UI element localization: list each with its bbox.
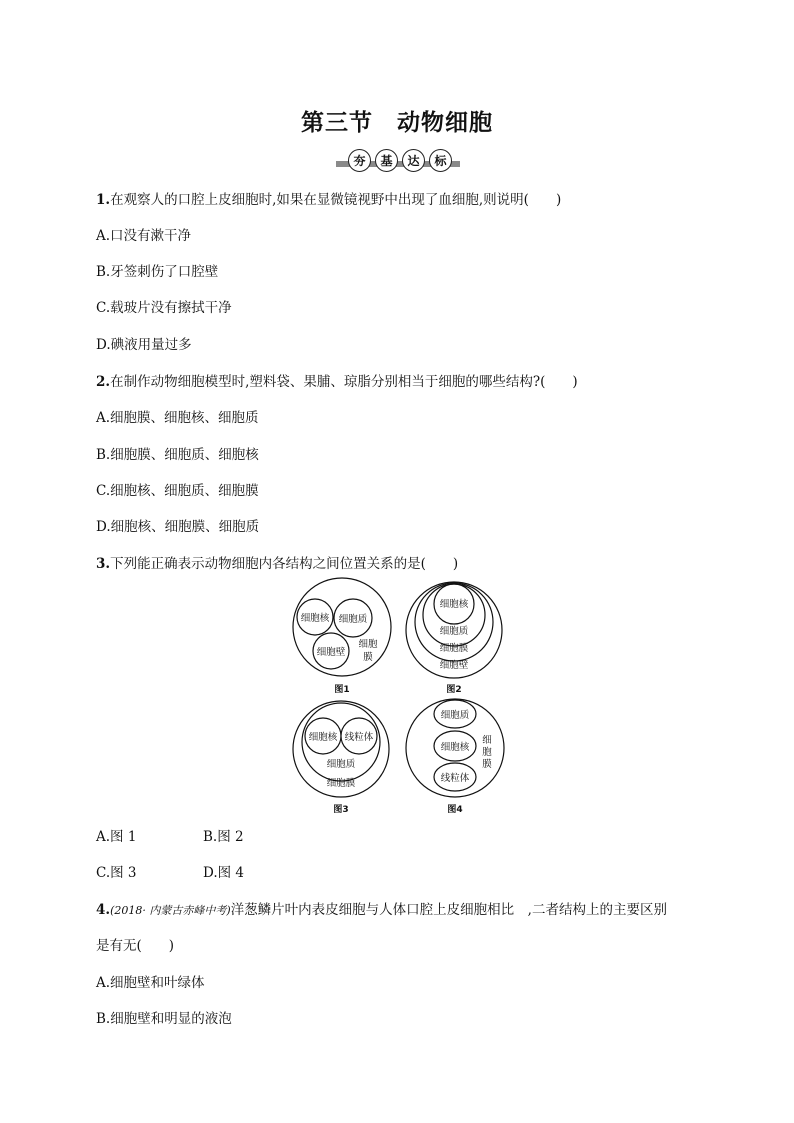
fig4-label: 线粒体 — [440, 773, 470, 784]
q3-option-a[interactable]: A.图 1 — [96, 829, 137, 845]
fig1-label: 细胞壁 — [316, 647, 346, 658]
fig2-caption: 图2 — [446, 685, 462, 695]
fig1-label: 细胞 — [358, 639, 378, 650]
figure-2 — [406, 582, 502, 695]
fig2-label: 细胞膜 — [439, 643, 469, 654]
banner-char: 标 — [429, 149, 452, 172]
q3-option-b[interactable]: B.图 2 — [203, 829, 244, 845]
figure-3 — [293, 701, 389, 815]
fig4-label: 细胞质 — [440, 710, 470, 721]
banner-char: 夯 — [348, 149, 371, 172]
fig3-label: 细胞核 — [308, 732, 338, 743]
page-title: 第三节 动物细胞 — [301, 110, 493, 136]
question-4-continued: 是有无( ) — [96, 938, 175, 954]
question-number: 2. — [96, 374, 111, 390]
question-text: 洋葱鳞片叶内表皮细胞与人体口腔上皮细胞相比 ,二者结构上的主要区别 — [230, 902, 667, 918]
fig2-label: 细胞质 — [439, 626, 469, 637]
fig4-caption: 图4 — [447, 805, 463, 815]
q2-option-a[interactable]: A.细胞膜、细胞核、细胞质 — [96, 410, 259, 426]
q3-option-d[interactable]: D.图 4 — [203, 865, 245, 881]
q1-option-d[interactable]: D.碘液用量过多 — [96, 337, 192, 353]
question-number: 1. — [96, 192, 111, 208]
q4-option-a[interactable]: A.细胞壁和叶绿体 — [96, 975, 205, 991]
figure-1 — [293, 578, 391, 695]
fig2-label: 细胞核 — [439, 599, 469, 610]
question-number: 4. — [96, 902, 111, 918]
fig2-label: 细胞壁 — [439, 660, 469, 671]
fig4-label: 细胞核 — [440, 742, 470, 753]
question-4 — [96, 898, 667, 918]
question-number: 3. — [96, 556, 111, 572]
q3-option-c[interactable]: C.图 3 — [96, 865, 137, 881]
q2-option-c[interactable]: C.细胞核、细胞质、细胞膜 — [96, 483, 259, 499]
question-source: (2018· 内蒙古赤峰中考) — [110, 904, 231, 917]
q4-option-b[interactable]: B.细胞壁和明显的液泡 — [96, 1011, 232, 1027]
fig3-label: 细胞膜 — [326, 778, 356, 789]
fig1-label: 细胞质 — [338, 614, 368, 625]
question-text: 下列能正确表示动物细胞内各结构之间位置关系的是( ) — [110, 556, 459, 572]
fig3-label: 线粒体 — [344, 732, 374, 743]
q2-option-b[interactable]: B.细胞膜、细胞质、细胞核 — [96, 447, 259, 463]
fig3-label: 细胞质 — [326, 759, 356, 770]
question-text: 在观察人的口腔上皮细胞时,如果在显微镜视野中出现了血细胞,则说明( ) — [110, 192, 562, 208]
q1-option-b[interactable]: B.牙签刺伤了口腔壁 — [96, 264, 219, 280]
fig4-label: 胞 — [482, 747, 492, 758]
q1-option-c[interactable]: C.载玻片没有擦拭干净 — [96, 300, 232, 316]
figure-4 — [406, 699, 504, 815]
q1-option-a[interactable]: A.口没有漱干净 — [96, 228, 192, 244]
fig3-caption: 图3 — [333, 805, 349, 815]
banner-char: 达 — [402, 149, 425, 172]
q2-option-d[interactable]: D.细胞核、细胞膜、细胞质 — [96, 519, 260, 535]
fig1-label: 细胞核 — [300, 613, 330, 624]
question-text: 在制作动物细胞模型时,塑料袋、果脯、琼脂分别相当于细胞的哪些结构?( ) — [110, 374, 578, 390]
banner-char: 基 — [375, 149, 398, 172]
fig1-caption: 图1 — [334, 685, 350, 695]
fig1-label: 膜 — [363, 652, 373, 663]
fig4-label: 膜 — [482, 759, 492, 770]
fig4-label: 细 — [482, 735, 492, 746]
